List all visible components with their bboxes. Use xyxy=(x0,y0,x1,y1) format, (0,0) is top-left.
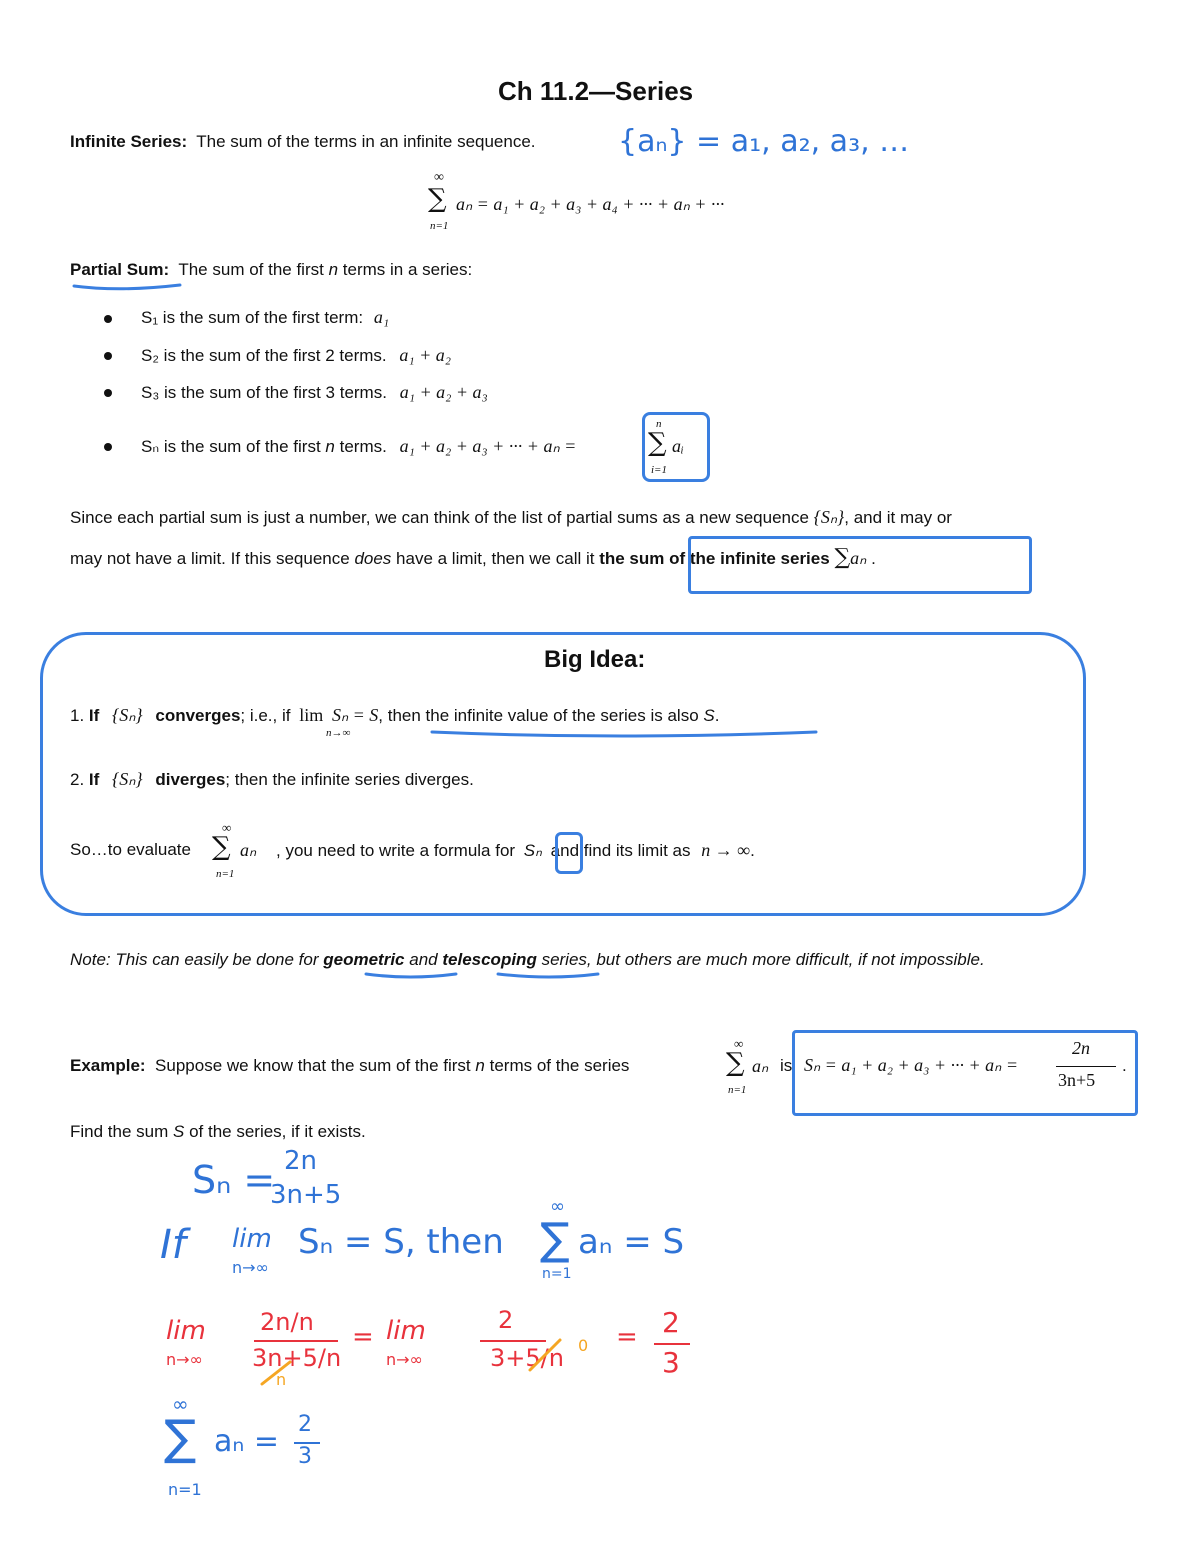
so-end: . xyxy=(750,841,755,860)
item1-num: 1. xyxy=(70,706,85,725)
item1-eq: Sₙ = S xyxy=(331,705,379,725)
since-text-d: have a limit, then we call it xyxy=(396,549,595,568)
partial-sum-text-a: The sum of the first xyxy=(178,260,324,279)
underline-then-clause xyxy=(432,732,816,736)
hw-line2-mid: Sₙ = S, then xyxy=(298,1222,504,1262)
frac-num-text: 2n xyxy=(1072,1038,1090,1058)
bullet-2-math: a₁ + a₂ xyxy=(399,345,452,365)
underline-telescoping xyxy=(498,974,598,977)
hw-line1-den: 3n+5 xyxy=(270,1180,342,1210)
hw-line4-term: aₙ = xyxy=(214,1424,280,1459)
hw-line4-den: 3 xyxy=(298,1444,312,1469)
underline-geometric xyxy=(366,974,456,977)
note-telescoping: telescoping xyxy=(442,950,537,969)
sigma-symbol: ∑ xyxy=(428,184,447,214)
sigma-symbol: ∑ xyxy=(726,1048,745,1078)
bullet-4-n: n xyxy=(325,437,335,456)
hw-line3-lim2: lim xyxy=(386,1316,426,1346)
hw-line3-num3: 2 xyxy=(662,1306,680,1339)
hw-line2-upper: ∞ xyxy=(550,1196,565,1217)
find-text-b: of the series, if it exists. xyxy=(189,1122,366,1141)
hw-line3-num2: 2 xyxy=(498,1306,514,1334)
find-text-a: Find the sum xyxy=(70,1122,169,1141)
sigma-symbol: ∑ xyxy=(834,545,851,570)
so-text-b: , you need to write a formula for xyxy=(276,841,516,860)
hw-line3-eq1: = xyxy=(352,1322,374,1352)
item1-seq: {Sₙ} xyxy=(112,705,143,725)
example-text-a: Suppose we know that the sum of the first xyxy=(155,1056,471,1075)
item2-num: 2. xyxy=(70,770,85,789)
hw-line4-upper: ∞ xyxy=(172,1392,189,1416)
hw-line3-eq2: = xyxy=(616,1322,638,1352)
example-frac-den: 3n+5 xyxy=(1058,1070,1096,1090)
item1-dot: . xyxy=(714,706,720,725)
hw-line4-num: 2 xyxy=(298,1412,312,1437)
since-seq: {Sₙ} xyxy=(813,507,845,527)
item1-then: , then the infinite value of the series is also xyxy=(378,706,699,725)
bullet-1-math: a₁ xyxy=(373,307,390,327)
since-math: aₙ xyxy=(850,548,867,568)
so-sigma-lower: n=1 xyxy=(216,868,235,880)
so-text-c: and find its limit as xyxy=(550,841,691,860)
since-text-a: Since each partial sum is just a number, we can think of the list of partial sums as a new sequence xyxy=(70,508,809,527)
example-boxed-sum: Sₙ = a₁ + a₂ + a₃ + ··· + aₙ = xyxy=(804,1055,1018,1075)
item1-S: S xyxy=(703,706,715,725)
find-S: S xyxy=(173,1122,185,1141)
strike-5-over-n xyxy=(530,1340,560,1370)
hw-line2-lim: lim xyxy=(232,1224,272,1254)
hw-line1-lhs: Sₙ = xyxy=(192,1158,276,1202)
item1-if: If xyxy=(88,706,100,725)
hw-line2-rhs: aₙ = S xyxy=(578,1222,685,1262)
hand-sequence-set: {aₙ} = a₁, a₂, a₃, … xyxy=(618,124,910,159)
hw-line3-num1: 2n/n xyxy=(260,1308,314,1336)
example-sigma-upper: ∞ xyxy=(734,1036,744,1051)
sigma-symbol: ∑ xyxy=(212,832,231,862)
so-sigma-upper: ∞ xyxy=(222,820,232,835)
note-text-a: Note: This can easily be done for xyxy=(70,950,319,969)
since-text-c: may not have a limit. If this sequence xyxy=(70,549,350,568)
since-does: does xyxy=(354,549,392,568)
bullet-4-tail: terms. xyxy=(339,437,387,456)
item2-rest: ; then the infinite series diverges. xyxy=(225,770,474,789)
big-idea-title: Big Idea: xyxy=(544,646,646,673)
hw-line3-den2: 3+5/n xyxy=(490,1344,564,1372)
bullet-3-text: S₃ is the sum of the first 3 terms. xyxy=(141,383,387,402)
hw-line4-lower: n=1 xyxy=(168,1480,202,1499)
sigma-symbol: ∑ xyxy=(648,428,667,458)
so-limit: n → ∞ xyxy=(701,840,751,860)
example-is: is xyxy=(780,1056,793,1075)
hw-line1-num: 2n xyxy=(284,1146,318,1176)
sigma-upper: n xyxy=(656,418,662,430)
item1-lim-subscript: n→∞ xyxy=(326,727,351,739)
example-sigma-lower: n=1 xyxy=(728,1084,747,1096)
so-sigma-term: aₙ xyxy=(240,840,257,860)
sum-upper-limit: ∞ xyxy=(434,170,444,185)
partial-sum-text-b: terms in a series: xyxy=(342,260,473,279)
item2-if: If xyxy=(88,770,100,789)
so-text-a: So…to evaluate xyxy=(70,840,191,859)
partial-sum-label: Partial Sum: xyxy=(70,260,170,279)
note-geometric: geometric xyxy=(323,950,405,969)
hw-line2-if: If xyxy=(160,1222,186,1268)
item1-converges: converges xyxy=(155,706,241,725)
hw-line3-sub2: n→∞ xyxy=(386,1350,423,1369)
sigma-lower: i=1 xyxy=(651,464,667,476)
hw-line3-den1-note: n xyxy=(276,1370,287,1389)
item1-lim: lim xyxy=(299,705,324,725)
sum-lower-limit: n=1 xyxy=(430,220,449,232)
infinite-series-text: The sum of the terms in an infinite sequence. xyxy=(196,132,536,151)
bullet-4-math: a₁ + a₂ + a₃ + ··· + aₙ = xyxy=(399,436,577,456)
example-sigma-term: aₙ xyxy=(752,1056,769,1076)
sigma-symbol: ∑ xyxy=(164,1410,197,1466)
hw-line2-lower: n=1 xyxy=(542,1266,572,1282)
series-expansion: aₙ = a₁ + a₂ + a₃ + a₄ + ··· + aₙ + ··· xyxy=(456,194,725,214)
example-frac-end: . xyxy=(1122,1056,1127,1075)
bullet-3-math: a₁ + a₂ + a₃ xyxy=(399,382,488,402)
item2-seq: {Sₙ} xyxy=(112,769,143,789)
bullet-2-text: S₂ is the sum of the first 2 terms. xyxy=(141,346,387,365)
hw-line3-zero: 0 xyxy=(578,1336,589,1355)
example-text-b: terms of the series xyxy=(489,1056,630,1075)
example-label: Example: xyxy=(70,1056,146,1075)
strike-den-n xyxy=(262,1362,290,1384)
partial-sum-text-n: n xyxy=(328,260,339,279)
since-bold: the sum of the infinite series xyxy=(599,549,830,568)
hw-line2-lim-sub: n→∞ xyxy=(232,1258,269,1277)
since-text-b: , and it may or xyxy=(844,508,952,527)
hw-line3-den3: 3 xyxy=(662,1346,680,1379)
so-Sn: Sₙ xyxy=(523,841,542,860)
bullet-1-text: S₁ is the sum of the first term: xyxy=(141,308,364,327)
note-and: and xyxy=(409,950,438,969)
item2-diverges: diverges xyxy=(155,770,226,789)
sigma-term: aᵢ xyxy=(672,436,684,456)
since-end: . xyxy=(871,549,876,568)
sigma-symbol: ∑ xyxy=(540,1214,570,1265)
example-text-n: n xyxy=(475,1056,485,1075)
page-title: Ch 11.2—Series xyxy=(498,76,694,106)
hw-line3-sub1: n→∞ xyxy=(166,1350,203,1369)
note-text-b: series, but others are much more difficult, if not impossible. xyxy=(541,950,985,969)
infinite-series-label: Infinite Series: xyxy=(70,132,188,151)
bullet-4-text: Sₙ is the sum of the first xyxy=(141,437,321,456)
underline-partial-sum xyxy=(74,285,180,289)
hw-line3-lim1: lim xyxy=(166,1316,206,1346)
hw-line3-den1: 3n+5/n xyxy=(252,1344,342,1372)
item1-ie: ; i.e., if xyxy=(240,706,291,725)
